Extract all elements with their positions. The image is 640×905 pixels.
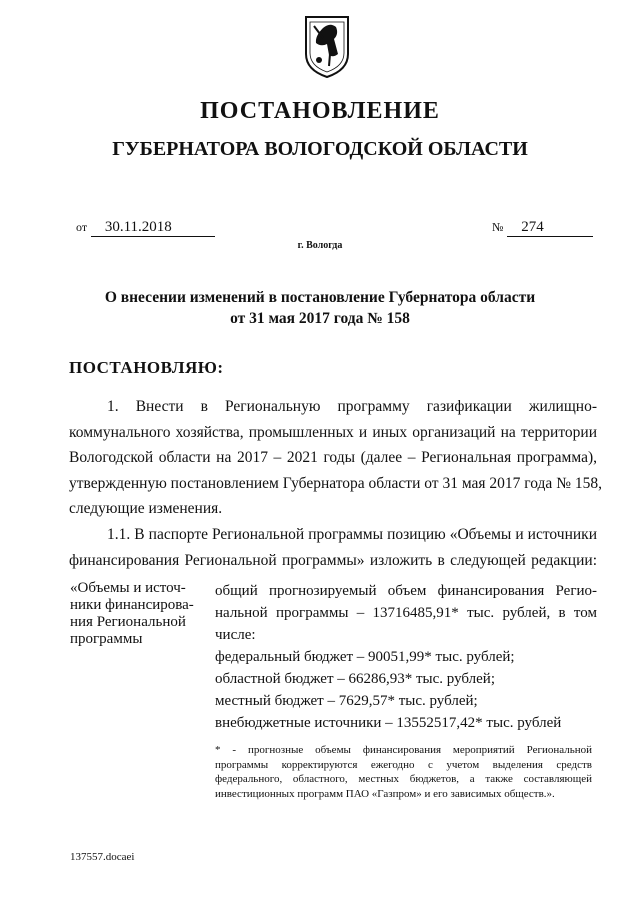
paragraph-1-line: 1. Внести в Региональную программу газификации жилищно-: [107, 398, 597, 415]
table-right-cell: [215, 580, 597, 734]
date-value: 30.11.2018: [91, 219, 215, 237]
left-cell-line: ния Региональной: [70, 614, 186, 630]
document-subtitle: ГУБЕРНАТОРА ВОЛОГОДСКОЙ ОБЛАСТИ: [112, 138, 528, 160]
subject-line-1: О внесении изменений в постановление Губернатора области: [104, 289, 536, 306]
paragraph-1: [69, 394, 602, 522]
left-cell-line: ники финансирова-: [70, 597, 194, 613]
footnote: * - прогнозные объемы финансирования мероприятий Региональной программы корректируются ежегодно с учетом выделения средств федерального, областного, местных бюджетов, а также составляющей инвестиционных программ ПАО «Газпром» и его зависимых обществ.».: [215, 744, 592, 800]
subject-heading: [0, 287, 640, 329]
paragraph-1-line: Вологодской области на 2017 – 2021 годы (далее – Региональная программа),: [69, 449, 597, 467]
date-field: [76, 219, 215, 237]
paragraph-1-line: утвержденную постановлением Губернатора области от 31 мая 2017 года № 158,: [69, 474, 602, 492]
document-title: ПОСТАНОВЛЕНИЕ: [200, 98, 440, 124]
left-cell-line: «Объемы и источ-: [70, 580, 186, 596]
paragraph-2: [69, 522, 597, 573]
number-field: [492, 219, 593, 237]
right-cell-line: общий прогнозируемый объем финансирования Регио-: [215, 583, 597, 599]
number-value: 274: [507, 219, 593, 237]
coat-of-arms-emblem: [303, 14, 351, 80]
paragraph-2-line: финансирования Региональной программы» изложить в следующей редакции:: [69, 551, 597, 569]
file-name: 137557.docaei: [70, 851, 135, 863]
paragraph-1-line: коммунального хозяйства, промышленных и иных организаций на территории: [69, 423, 597, 441]
table-left-cell: [70, 580, 210, 648]
number-prefix: №: [492, 220, 504, 234]
decree-word: ПОСТАНОВЛЯЮ:: [69, 358, 224, 377]
right-cell-line: местный бюджет – 7629,57* тыс. рублей;: [215, 693, 478, 709]
right-cell-line: областной бюджет – 66286,93* тыс. рублей;: [215, 671, 495, 687]
right-cell-line: нальной программы – 13716485,91* тыс. рублей, в том: [215, 605, 597, 621]
paragraph-1-line: следующие изменения.: [69, 500, 223, 518]
date-prefix: от: [76, 220, 88, 234]
city-label: г. Вологда: [297, 240, 343, 251]
paragraph-2-line: 1.1. В паспорте Региональной программы позицию «Объемы и источники: [107, 526, 597, 543]
right-cell-line: числе:: [215, 627, 256, 643]
right-cell-line: внебюджетные источники – 13552517,42* тыс. рублей: [215, 715, 562, 731]
subject-line-2: от 31 мая 2017 года № 158: [230, 310, 410, 327]
right-cell-line: федеральный бюджет – 90051,99* тыс. рублей;: [215, 649, 515, 665]
left-cell-line: программы: [70, 631, 143, 647]
